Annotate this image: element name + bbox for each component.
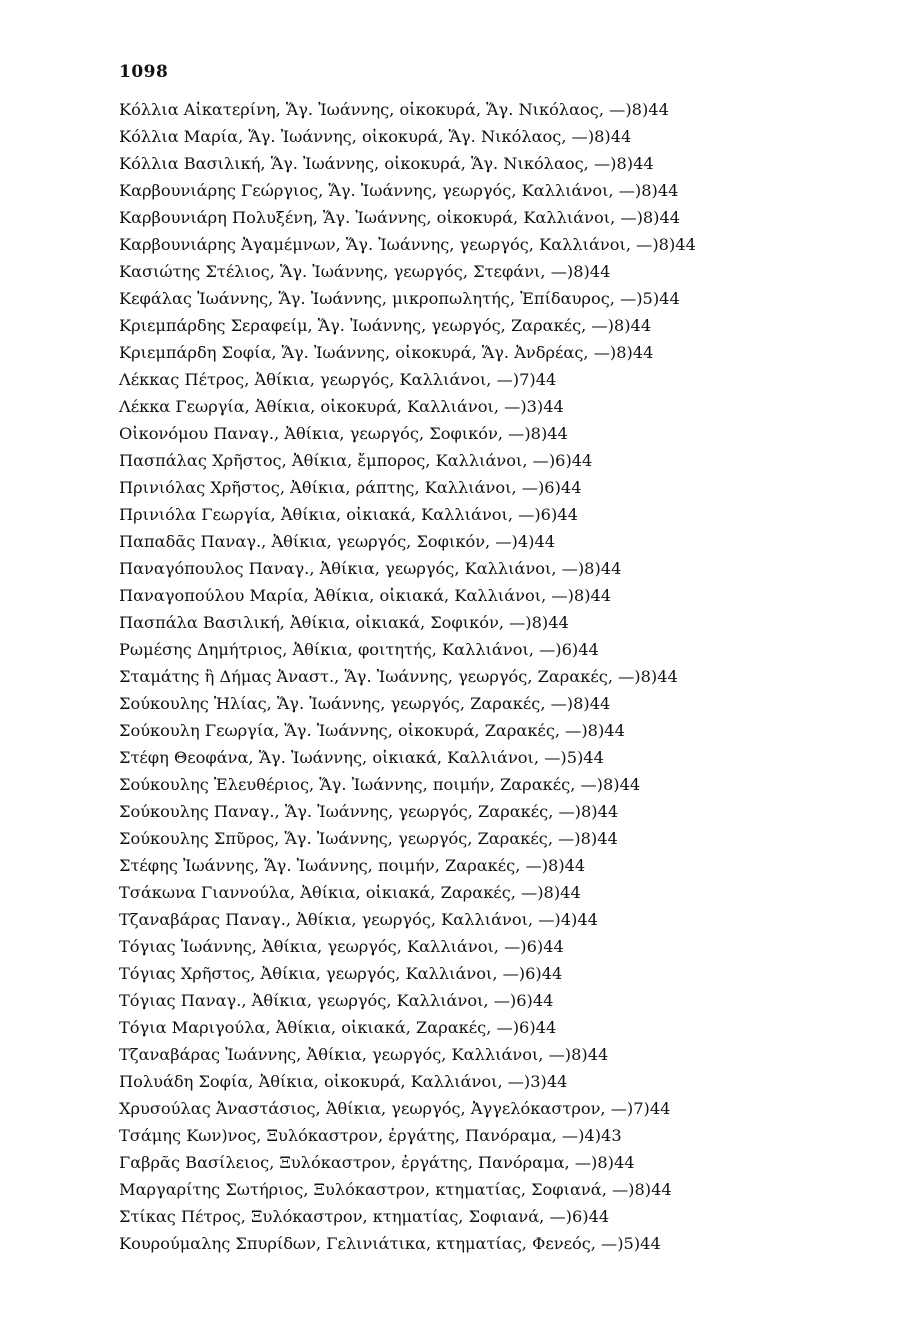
entry-line: Πασπάλας Χρῆστος, Ἀθίκια, ἔμπορος, Καλλιάνοι, —)6)44 (119, 451, 593, 470)
entry-line: Λέκκας Πέτρος, Ἀθίκια, γεωργός, Καλλιάνοι, —)7)44 (119, 370, 557, 389)
entry-line: Καρβουνιάρη Πολυξένη, Ἅγ. Ἰωάννης, οἰκοκυρά, Καλλιάνοι, —)8)44 (119, 208, 681, 227)
entry-line: Σούκουλη Γεωργία, Ἅγ. Ἰωάννης, οἰκοκυρά, Ζαρακές, —)8)44 (119, 721, 625, 740)
entry-line: Καρβουνιάρης Γεώργιος, Ἅγ. Ἰωάννης, γεωργός, Καλλιάνοι, —)8)44 (119, 181, 679, 200)
entry-line: Πρινιόλας Χρῆστος, Ἀθίκια, ράπτης, Καλλιάνοι, —)6)44 (119, 478, 582, 497)
entry-line: Τόγιας Παναγ., Ἀθίκια, γεωργός, Καλλιάνοι, —)6)44 (119, 991, 554, 1010)
entry-line: Τζαναβάρας Ἰωάννης, Ἀθίκια, γεωργός, Καλλιάνοι, —)8)44 (119, 1045, 609, 1064)
entry-list (119, 96, 879, 1257)
entry-line: Σούκουλης Παναγ., Ἅγ. Ἰωάννης, γεωργός, Ζαρακές, —)8)44 (119, 802, 619, 821)
entry-line: Τόγιας Χρῆστος, Ἀθίκια, γεωργός, Καλλιάνοι, —)6)44 (119, 964, 563, 983)
entry-line: Γαβρᾶς Βασίλειος, Ξυλόκαστρον, ἐργάτης, Πανόραμα, —)8)44 (119, 1153, 635, 1172)
entry-line: Πασπάλα Βασιλική, Ἀθίκια, οἰκιακά, Σοφικόν, —)8)44 (119, 613, 569, 632)
entry-line: Στέφη Θεοφάνα, Ἅγ. Ἰωάννης, οἰκιακά, Καλλιάνοι, —)5)44 (119, 748, 604, 767)
entry-line: Οἰκονόμου Παναγ., Ἀθίκια, γεωργός, Σοφικόν, —)8)44 (119, 424, 568, 443)
entry-line: Κασιώτης Στέλιος, Ἅγ. Ἰωάννης, γεωργός, Στεφάνι, —)8)44 (119, 262, 611, 281)
entry-line: Τζαναβάρας Παναγ., Ἀθίκια, γεωργός, Καλλιάνοι, —)4)44 (119, 910, 598, 929)
entry-line: Κόλλια Μαρία, Ἅγ. Ἰωάννης, οἰκοκυρά, Ἅγ. Νικόλαος, —)8)44 (119, 127, 632, 146)
entry-line: Μαργαρίτης Σωτήριος, Ξυλόκαστρον, κτηματίας, Σοφιανά, —)8)44 (119, 1180, 672, 1199)
entry-line: Τόγια Μαριγούλα, Ἀθίκια, οἰκιακά, Ζαρακές, —)6)44 (119, 1018, 557, 1037)
entry-line: Πολυάδη Σοφία, Ἀθίκια, οἰκοκυρά, Καλλιάνοι, —)3)44 (119, 1072, 568, 1091)
entry-line: Καρβουνιάρης Ἀγαμέμνων, Ἅγ. Ἰωάννης, γεωργός, Καλλιάνοι, —)8)44 (119, 235, 696, 254)
entry-line: Παπαδᾶς Παναγ., Ἀθίκια, γεωργός, Σοφικόν, —)4)44 (119, 532, 556, 551)
entry-line: Κριεμπάρδη Σοφία, Ἅγ. Ἰωάννης, οἰκοκυρά, Ἅγ. Ἀνδρέας, —)8)44 (119, 343, 654, 362)
page-number: 1098 (119, 62, 169, 82)
entry-line: Κριεμπάρδης Σεραφείμ, Ἅγ. Ἰωάννης, γεωργός, Ζαρακές, —)8)44 (119, 316, 652, 335)
entry-line: Σούκουλης Σπῦρος, Ἅγ. Ἰωάννης, γεωργός, Ζαρακές, —)8)44 (119, 829, 618, 848)
entry-line: Τόγιας Ἰωάννης, Ἀθίκια, γεωργός, Καλλιάνοι, —)6)44 (119, 937, 564, 956)
entry-line: Σούκουλης Ἠλίας, Ἅγ. Ἰωάννης, γεωργός, Ζαρακές, —)8)44 (119, 694, 611, 713)
entry-line: Ρωμέσης Δημήτριος, Ἀθίκια, φοιτητής, Καλλιάνοι, —)6)44 (119, 640, 599, 659)
entry-line: Κόλλια Αἰκατερίνη, Ἅγ. Ἰωάννης, οἰκοκυρά, Ἅγ. Νικόλαος, —)8)44 (119, 100, 669, 119)
entry-line: Παναγοπούλου Μαρία, Ἀθίκια, οἰκιακά, Καλλιάνοι, —)8)44 (119, 586, 612, 605)
entry-line: Χρυσούλας Ἀναστάσιος, Ἀθίκια, γεωργός, Ἀγγελόκαστρον, —)7)44 (119, 1099, 671, 1118)
entry-line: Σταμάτης ἢ Δήμας Ἀναστ., Ἅγ. Ἰωάννης, γεωργός, Ζαρακές, —)8)44 (119, 667, 678, 686)
entry-line: Στίκας Πέτρος, Ξυλόκαστρον, κτηματίας, Σοφιανά, —)6)44 (119, 1207, 610, 1226)
entry-line: Τσάμης Κων)νος, Ξυλόκαστρον, ἐργάτης, Πανόραμα, —)4)43 (119, 1126, 622, 1145)
entry-line: Παναγόπουλος Παναγ., Ἀθίκια, γεωργός, Καλλιάνοι, —)8)44 (119, 559, 622, 578)
entry-line: Λέκκα Γεωργία, Ἀθίκια, οἰκοκυρά, Καλλιάνοι, —)3)44 (119, 397, 564, 416)
entry-line: Κόλλια Βασιλική, Ἅγ. Ἰωάννης, οἰκοκυρά, Ἅγ. Νικόλαος, —)8)44 (119, 154, 654, 173)
entry-line: Τσάκωνα Γιαννούλα, Ἀθίκια, οἰκιακά, Ζαρακές, —)8)44 (119, 883, 581, 902)
entry-line: Στέφης Ἰωάννης, Ἅγ. Ἰωάννης, ποιμήν, Ζαρακές, —)8)44 (119, 856, 586, 875)
entry-line: Πρινιόλα Γεωργία, Ἀθίκια, οἰκιακά, Καλλιάνοι, —)6)44 (119, 505, 578, 524)
entry-line: Σούκουλης Ἐλευθέριος, Ἅγ. Ἰωάννης, ποιμήν, Ζαρακές, —)8)44 (119, 775, 641, 794)
entry-line: Κουρούμαλης Σπυρίδων, Γελινιάτικα, κτηματίας, Φενεός, —)5)44 (119, 1234, 661, 1253)
entry-line: Κεφάλας Ἰωάννης, Ἅγ. Ἰωάννης, μικροπωλητής, Ἐπίδαυρος, —)5)44 (119, 289, 680, 308)
